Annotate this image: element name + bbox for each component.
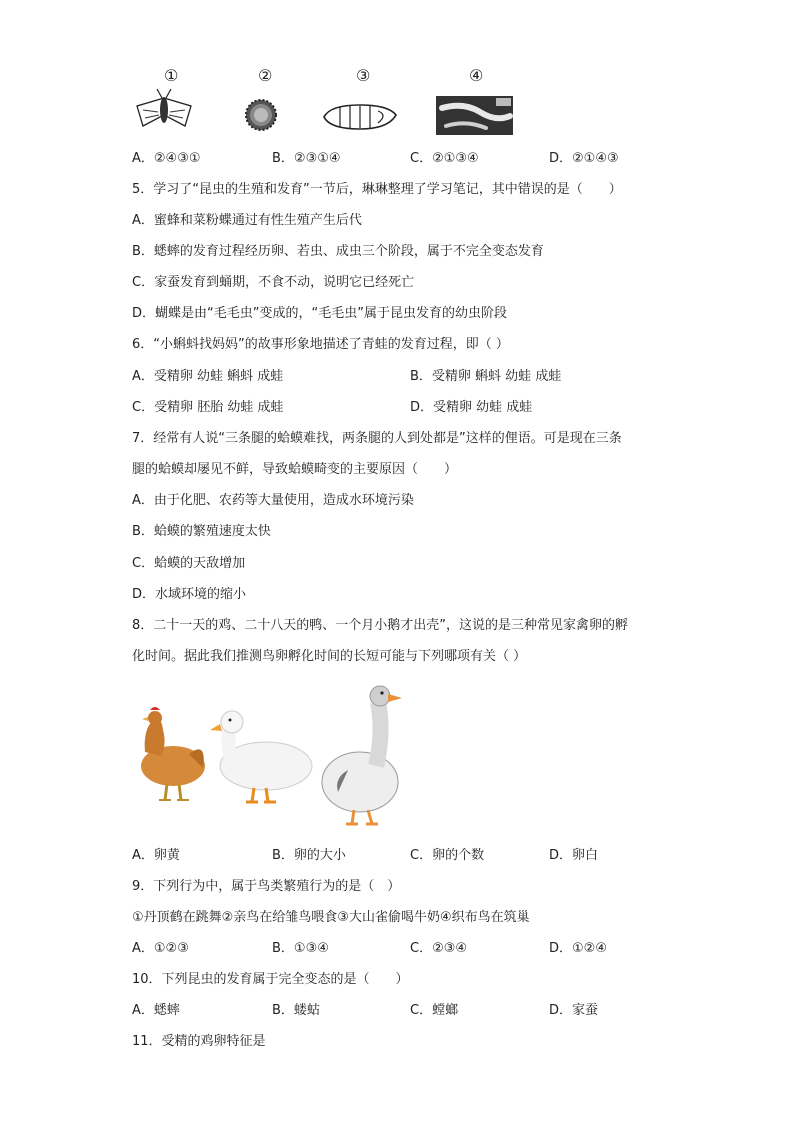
- q9-option-c[interactable]: C．②③④: [410, 941, 468, 956]
- figure-label-3: ③: [356, 66, 371, 85]
- q9-option-a[interactable]: A．①②③: [132, 941, 189, 956]
- q9-option-b[interactable]: B．①③④: [272, 941, 329, 956]
- q8-option-a[interactable]: A．卵黄: [132, 848, 180, 863]
- q9-items: ①丹顶鹤在跳舞②亲鸟在给雏鸟喂食③大山雀偷喝牛奶④织布鸟在筑巢: [132, 910, 530, 925]
- q7-option-d[interactable]: D．水域环境的缩小: [132, 587, 247, 602]
- q7-stem-line2: 腿的蛤蟆却屡见不鲜，导致蛤蟆畸变的主要原因（ ）: [132, 462, 458, 477]
- figure-label-1: ①: [164, 66, 179, 85]
- q7-stem-line1: 7．经常有人说“三条腿的蛤蟆难找，两条腿的人到处都是”这样的俚语。可是现在三条: [132, 431, 622, 446]
- q6-option-a[interactable]: A．受精卵 幼蛙 蝌蚪 成蛙: [132, 369, 284, 384]
- hen-image: [133, 700, 209, 806]
- egg-cluster-image: [244, 96, 278, 134]
- q5-option-a[interactable]: A．蜜蜂和菜粉蝶通过有性生殖产生后代: [132, 213, 362, 228]
- q8-option-b[interactable]: B．卵的大小: [272, 848, 346, 863]
- q8-stem-line1: 8．二十一天的鸡、二十八天的鸭、一个月小鹅才出壳”，这说的是三种常见家禽卵的孵: [132, 618, 629, 633]
- larva-image: [436, 96, 513, 135]
- q5-option-b[interactable]: B．蟋蟀的发育过程经历卵、若虫、成虫三个阶段，属于不完全变态发育: [132, 244, 544, 259]
- moth-image: [133, 86, 195, 134]
- q8-option-c[interactable]: C．卵的个数: [410, 848, 485, 863]
- q7-option-c[interactable]: C．蛤蟆的天敌增加: [132, 556, 246, 571]
- q5-option-d[interactable]: D．蝴蝶是由“毛毛虫”变成的，“毛毛虫”属于昆虫发育的幼虫阶段: [132, 306, 507, 321]
- q6-option-c[interactable]: C．受精卵 胚胎 幼蛙 成蛙: [132, 400, 284, 415]
- figure-label-2: ②: [258, 66, 273, 85]
- q10-option-d[interactable]: D．家蚕: [549, 1003, 599, 1018]
- q6-option-d[interactable]: D．受精卵 幼蛙 成蛙: [410, 400, 533, 415]
- q8-stem-line2: 化时间。据此我们推测鸟卵孵化时间的长短可能与下列哪项有关（ ）: [132, 649, 527, 664]
- q8-option-d[interactable]: D．卵白: [549, 848, 599, 863]
- goose-image: [318, 682, 408, 830]
- figure-label-4: ④: [469, 66, 484, 85]
- q10-option-b[interactable]: B．蝼蛄: [272, 1003, 320, 1018]
- q6-stem: 6．“小蝌蚪找妈妈”的故事形象地描述了青蛙的发育过程，即（ ）: [132, 337, 509, 352]
- duck-image: [208, 704, 316, 808]
- q10-option-a[interactable]: A．蟋蟀: [132, 1003, 180, 1018]
- q6-option-b[interactable]: B．受精卵 蝌蚪 幼蛙 成蛙: [410, 369, 562, 384]
- q9-stem: 9．下列行为中，属于鸟类繁殖行为的是（ ）: [132, 879, 401, 894]
- q4-option-c[interactable]: C．②①③④: [410, 151, 479, 166]
- q10-option-c[interactable]: C．螳螂: [410, 1003, 459, 1018]
- pupa-image: [320, 101, 400, 133]
- q5-option-c[interactable]: C．家蚕发育到蛹期，不食不动，说明它已经死亡: [132, 275, 415, 290]
- q5-stem: 5．学习了“昆虫的生殖和发育”一节后，琳琳整理了学习笔记，其中错误的是（ ）: [132, 182, 622, 197]
- q9-option-d[interactable]: D．①②④: [549, 941, 607, 956]
- q7-option-a[interactable]: A．由于化肥、农药等大量使用，造成水环境污染: [132, 493, 414, 508]
- q10-stem: 10．下列昆虫的发育属于完全变态的是（ ）: [132, 972, 409, 987]
- q7-option-b[interactable]: B．蛤蟆的繁殖速度太快: [132, 524, 271, 539]
- q4-option-d[interactable]: D．②①④③: [549, 151, 619, 166]
- q4-option-a[interactable]: A．②④③①: [132, 151, 201, 166]
- q4-option-b[interactable]: B．②③①④: [272, 151, 341, 166]
- q11-stem: 11．受精的鸡卵特征是: [132, 1034, 266, 1049]
